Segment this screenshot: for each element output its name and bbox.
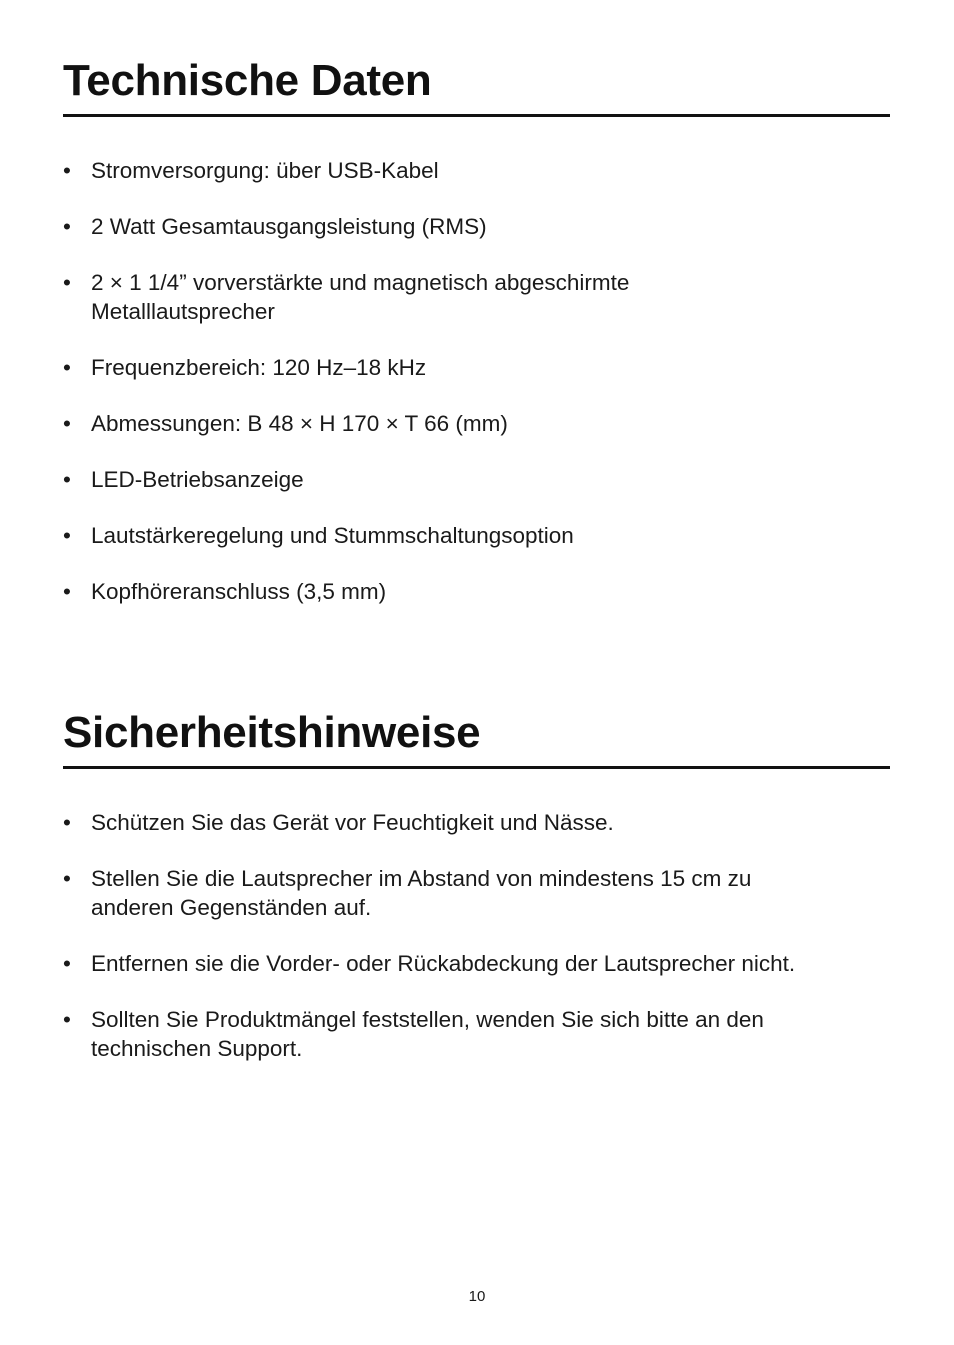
list-item <box>63 521 890 550</box>
list-item <box>63 353 890 382</box>
technical-data-list <box>63 156 890 606</box>
bullet-icon: • <box>63 158 71 183</box>
list-item <box>63 409 890 438</box>
heading-technical-data: Technische Daten <box>63 56 432 105</box>
list-item <box>63 577 890 606</box>
list-item <box>63 156 890 185</box>
list-item-text: Sollten Sie Produktmängel feststellen, wenden Sie sich bitte an den technischen Support. <box>91 1007 764 1061</box>
heading-underline <box>63 766 890 769</box>
list-item-text: Frequenzbereich: 120 Hz–18 kHz <box>91 355 427 380</box>
list-item <box>63 949 890 978</box>
list-item-text: 2 Watt Gesamtausgangsleistung (RMS) <box>91 214 487 239</box>
list-item-text: Stromversorgung: über USB-Kabel <box>91 158 439 183</box>
list-item-text: Kopfhöreranschluss (3,5 mm) <box>91 579 387 604</box>
list-item <box>63 864 890 922</box>
list-item <box>63 808 890 837</box>
list-item-text: Entfernen sie die Vorder- oder Rückabdeckung der Lautsprecher nicht. <box>91 951 796 976</box>
bullet-icon: • <box>63 866 71 891</box>
bullet-icon: • <box>63 810 71 835</box>
page-number: 10 <box>468 1288 486 1305</box>
bullet-icon: • <box>63 951 71 976</box>
list-item <box>63 212 890 241</box>
bullet-icon: • <box>63 355 71 380</box>
bullet-icon: • <box>63 467 71 492</box>
list-item-text: Lautstärkeregelung und Stummschaltungsoption <box>91 523 574 548</box>
bullet-icon: • <box>63 579 71 604</box>
list-item <box>63 268 890 326</box>
section-safety-notes <box>63 704 890 1090</box>
bullet-icon: • <box>63 411 71 436</box>
list-item-text: Schützen Sie das Gerät vor Feuchtigkeit und Nässe. <box>91 810 614 835</box>
bullet-icon: • <box>63 523 71 548</box>
safety-notes-list <box>63 808 890 1063</box>
bullet-icon: • <box>63 214 71 239</box>
list-item-text: Abmessungen: B 48 × H 170 × T 66 (mm) <box>91 411 508 436</box>
heading-safety-notes: Sicherheitshinweise <box>63 708 481 757</box>
heading-underline <box>63 114 890 117</box>
section-technical-data <box>63 52 890 633</box>
bullet-icon: • <box>63 270 71 295</box>
list-item <box>63 465 890 494</box>
list-item-text: LED-Betriebsanzeige <box>91 467 304 492</box>
list-item-text: Stellen Sie die Lautsprecher im Abstand von mindestens 15 cm zu anderen Gegenständen auf. <box>91 866 752 920</box>
list-item <box>63 1005 890 1063</box>
bullet-icon: • <box>63 1007 71 1032</box>
list-item-text: 2 × 1 1/4” vorverstärkte und magnetisch abgeschirmte Metalllautsprecher <box>91 270 630 324</box>
